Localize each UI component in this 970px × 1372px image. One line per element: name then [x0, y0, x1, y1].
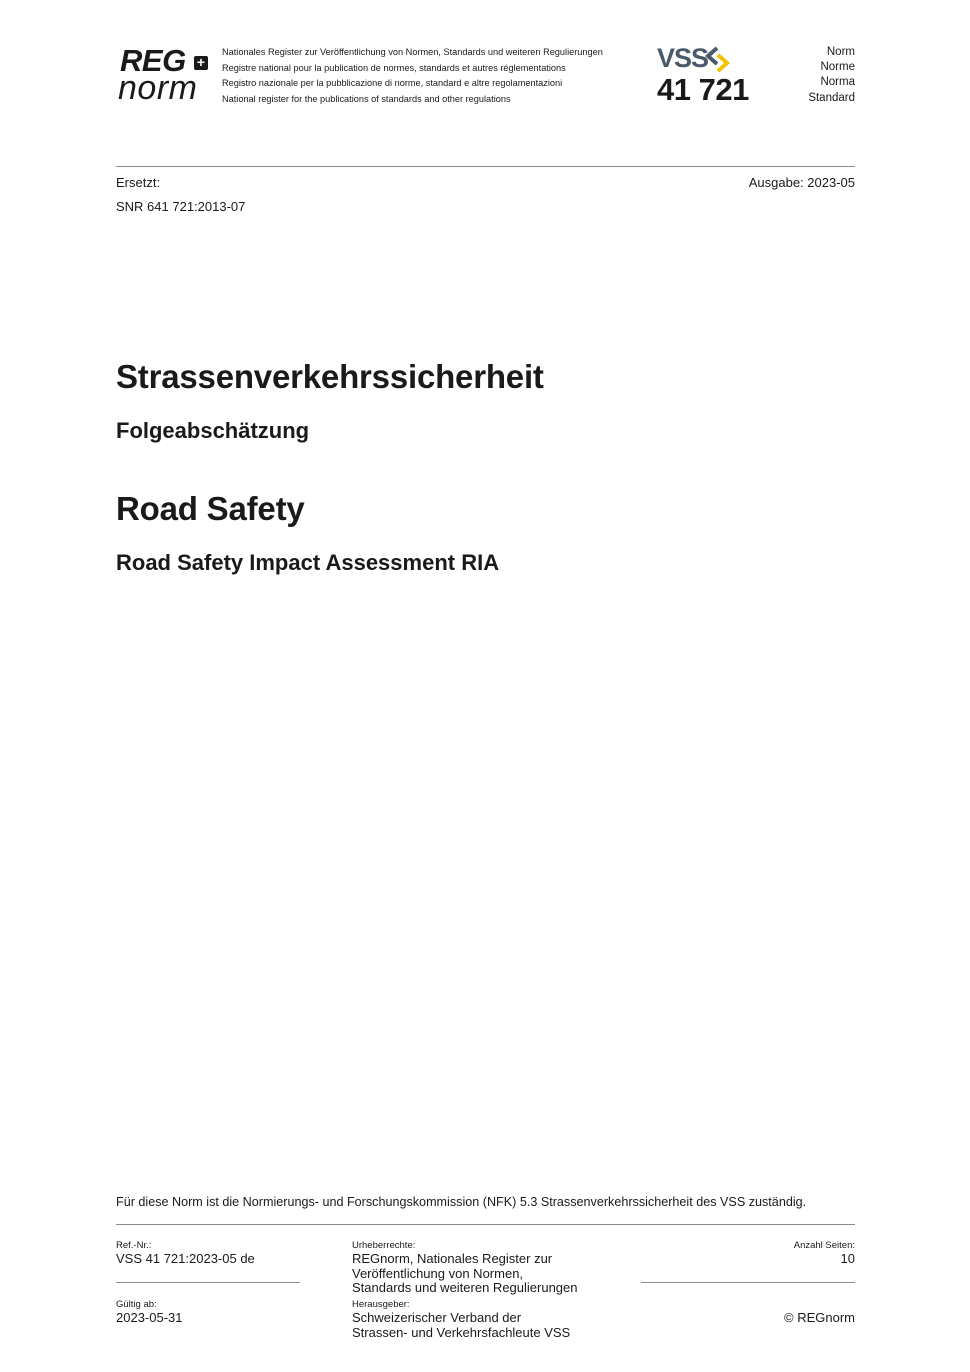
vss-logo-text: VSS: [657, 43, 709, 73]
standard-type-fr: Norme: [820, 61, 855, 74]
title-en: Road Safety: [116, 490, 305, 527]
commission-note: Für diese Norm ist die Normierungs- und Forschungskommission (NFK) 5.3 Strassenverkehrssicherheit des VSS zuständig.: [116, 1195, 807, 1209]
regnorm-logo: [118, 43, 214, 105]
valid-label: Gültig ab:: [116, 1299, 157, 1310]
title-de: Strassenverkehrssicherheit: [116, 358, 544, 395]
register-line-it: Registro nazionale per la pubblicazione di norme, standard e altre regolamentazioni: [222, 78, 563, 88]
copyright-holder: [352, 1252, 578, 1296]
ref-value: VSS 41 721:2023-05 de: [116, 1251, 255, 1266]
header-divider: [116, 166, 855, 167]
vss-chevron-icon: [703, 45, 733, 73]
publisher: [352, 1311, 570, 1340]
valid-value: 2023-05-31: [116, 1310, 183, 1325]
pages-rule: [641, 1282, 855, 1283]
publisher-label: Herausgeber:: [352, 1299, 410, 1310]
subtitle-de: Folgeabschätzung: [116, 418, 310, 443]
footer-divider: [116, 1224, 855, 1225]
ref-label: Ref.-Nr.:: [116, 1240, 152, 1251]
subtitle-en: Road Safety Impact Assessment RIA: [116, 550, 500, 575]
copyright-mark: © REGnorm: [784, 1310, 855, 1325]
register-description: [222, 45, 647, 107]
copyright-label: Urheberrechte:: [352, 1240, 416, 1251]
pages-label: Anzahl Seiten:: [793, 1240, 855, 1251]
standard-number: 41 721: [657, 72, 749, 107]
publisher-line: Schweizerischer Verband der: [352, 1310, 522, 1325]
edition: Ausgabe: 2023-05: [748, 175, 855, 190]
standard-type-it: Norma: [820, 76, 855, 89]
register-line-en: National register for the publications of standards and other regulations: [222, 93, 511, 104]
publisher-line: Strassen- und Verkehrsfachleute VSS: [352, 1324, 571, 1340]
copyright-line: Veröffentlichung von Normen,: [352, 1265, 524, 1281]
copyright-line: REGnorm, Nationales Register zur: [352, 1251, 553, 1266]
logo-reg-text: REG: [120, 43, 186, 78]
replaces-value: SNR 641 721:2013-07: [116, 199, 246, 214]
register-line-de: Nationales Register zur Veröffentlichung von Normen, Standards und weiteren Regulierungen: [222, 47, 603, 57]
register-line-fr: Registre national pour la publication de normes, standards et autres réglementations: [222, 62, 566, 73]
standard-type-en: Standard: [808, 91, 855, 104]
logo-norm-text: norm: [118, 69, 198, 107]
replaces-label: Ersetzt:: [116, 175, 161, 190]
logo-plus-icon: +: [194, 56, 208, 70]
copyright-line: Standards und weiteren Regulierungen: [352, 1280, 578, 1295]
standard-types: [808, 45, 855, 106]
pages-value: 10: [840, 1251, 855, 1266]
standard-type-de: Norm: [826, 46, 855, 58]
ref-rule: [116, 1282, 300, 1283]
